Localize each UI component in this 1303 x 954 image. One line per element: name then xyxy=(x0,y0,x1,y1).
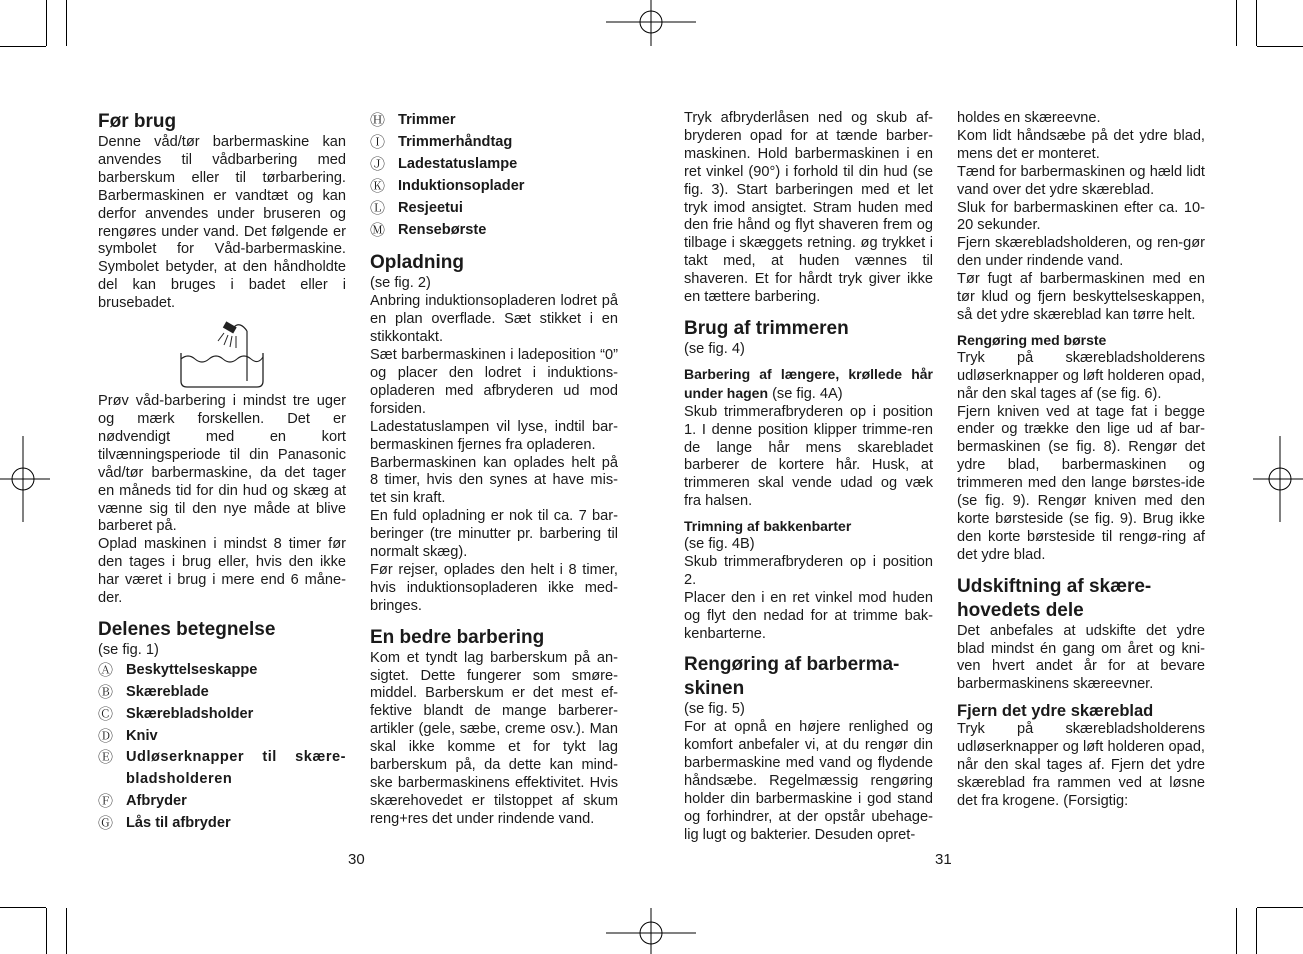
heading-charging: Opladning xyxy=(370,252,464,274)
part-marker: Ⓜ xyxy=(370,221,386,239)
part-name: Rensebørste xyxy=(398,221,487,238)
crop-mark xyxy=(46,0,47,46)
registration-mark-bottom xyxy=(606,908,696,954)
paragraph-brush-2: Fjern kniven ved at tage fat i begge ender og trække den lige ud af bar-bermaskinen (se fig. 8). Rengør det ydre blad, barbermaskinen og trimmeren med den lange børstes-ide (se fig. 9). Rengør kniven med den korte børsteside (se fig. 9). Brug ikke den korte børsteside til rengø-ring af det ydre blad. xyxy=(957,403,1205,563)
fig-ref-1: (se fig. 1) xyxy=(98,641,159,658)
list-item xyxy=(98,791,346,813)
subheading-brush: Rengøring med børste xyxy=(957,331,1107,348)
paragraph-longer-hair: Skub trimmerafbryderen op i position 1. I denne position klipper trimme-ren de lange hår mens skarebladet barberer de kortere hår. Husk, at trimmeren skal vende udad og væk fra halsen. xyxy=(684,403,933,510)
paragraph-replace: Det anbefales at udskifte det ydre blad mindst én gang om året og kni-ven hvert andet år for at bevare barbermaskinens skæreevner. xyxy=(957,622,1205,693)
part-name: Lås til afbryder xyxy=(126,815,231,832)
part-name: Beskyttelseskappe xyxy=(126,661,258,678)
list-item xyxy=(370,176,618,198)
crop-mark xyxy=(1256,0,1257,46)
fig-ref-4b: (se fig. 4B) xyxy=(684,536,755,553)
crop-mark xyxy=(1257,907,1303,908)
heading-trimmer: Brug af trimmeren xyxy=(684,317,849,339)
part-name: Skærebladsholder xyxy=(126,705,254,722)
part-name: Ladestatuslampe xyxy=(398,155,518,172)
crop-mark xyxy=(1257,46,1303,47)
part-name: Kniv xyxy=(126,727,158,744)
paragraph-sideburns-1: Skub trimmerafbryderen op i position 2. xyxy=(684,553,933,588)
list-item xyxy=(370,110,618,132)
paragraph-charge-5: En fuld opladning er nok til ca. 7 bar-beringer (tre minutter pr. barbering til normalt skæg). xyxy=(370,508,618,561)
part-name: Udløserknapper til skære-bladsholderen xyxy=(126,749,346,788)
list-item xyxy=(370,132,618,154)
fig-ref-4: (se fig. 4) xyxy=(684,340,745,357)
list-item xyxy=(370,154,618,176)
paragraph-charge-4: Barbermaskinen kan oplades helt på 8 timer, hvis den synes at have mis-tet sin kraft. xyxy=(370,454,618,507)
paragraph-remove-outer: Tryk på skærebladsholderens udløserknapper og løft holderen opad, når den skal tages af. Fjern det ydre skæreblad fra rammen ved at løsne det fra krogene. (Forsigtig: xyxy=(957,721,1205,809)
part-marker: Ⓚ xyxy=(370,177,386,195)
subheading-remove-outer: Fjern det ydre skæreblad xyxy=(957,702,1154,721)
heading-cleaning: Rengøring af barberma-skinen xyxy=(684,654,900,700)
part-marker: Ⓐ xyxy=(98,661,114,679)
heading-parts: Delenes betegnelse xyxy=(98,618,276,640)
paragraph-try-wet: Prøv våd-barbering i mindst tre uger og mærk forskellen. Det er nødvendigt med en kort tilvænningsperiode til din Panasonic våd/tør barbermaskine, da det tager en måneds tid for din hud og skæg at vænne sig til den nye måde at blive barberet på. xyxy=(98,393,346,535)
part-marker: Ⓑ xyxy=(98,683,114,701)
list-item xyxy=(98,747,346,791)
paragraph-sideburns-2: Placer den i en ret vinkel mod huden og flyt den nedad for at trimme bak-kenbarterne. xyxy=(684,589,933,642)
paragraph-cont-2: Kom lidt håndsæbe på det ydre blad, mens det er monteret. xyxy=(957,127,1205,162)
part-marker: Ⓒ xyxy=(98,705,114,723)
part-marker: Ⓙ xyxy=(370,155,386,173)
paragraph-cont-4: Sluk for barbermaskinen efter ca. 10-20 sekunder. xyxy=(957,199,1205,234)
paragraph-cont-1: holdes en skæreevne. xyxy=(957,110,1101,126)
registration-mark-right xyxy=(1253,436,1303,522)
crop-mark xyxy=(66,0,67,46)
registration-mark-left xyxy=(0,436,50,522)
list-item xyxy=(370,220,618,242)
paragraph-brush-1: Tryk på skærebladsholderens udløserknapper og løft holderen opad, når den skal tages af (se fig. 6). xyxy=(957,349,1205,402)
crop-mark xyxy=(0,46,46,47)
shower-bath-icon xyxy=(178,321,266,389)
part-name: Skæreblade xyxy=(126,683,209,700)
part-name: Afbryder xyxy=(126,793,187,810)
part-name: Induktionsoplader xyxy=(398,177,525,194)
paragraph-cont-6: Tør fugt af barbermaskinen med en tør klud og fjern beskyttelseskappen, så det ydre skæreblad kan tørre helt. xyxy=(957,271,1205,323)
subheading-sideburns: Trimning af bakkenbarter xyxy=(684,518,852,535)
part-name: Resjeetui xyxy=(398,199,463,216)
heading-replace: Udskiftning af skære-hovedets dele xyxy=(957,575,1152,621)
crop-mark xyxy=(1236,0,1237,46)
fig-ref-5: (se fig. 5) xyxy=(684,701,745,718)
part-marker: Ⓛ xyxy=(370,199,386,217)
part-marker: Ⓗ xyxy=(370,112,386,129)
paragraph-switch-on: Tryk afbryderlåsen ned og skub af-bryderen opad for at tænde barber-maskinen. Hold barbermaskinen i en ret vinkel (90°) i forhold til din hud (se fig. 3). Start barberingen med et let tryk imod ansigtet. Stram huden med den frie hånd og flyt shaveren frem og tilbage i skæggets retning. øg trykket i takt med, at huden vænnes til shaveren. Et for hårdt tryk giver ikke en tættere barbering. xyxy=(684,110,933,306)
list-item xyxy=(98,682,346,704)
paragraph-cont-3: Tænd for barbermaskinen og hæld lidt vand over det ydre skæreblad. xyxy=(957,163,1205,198)
column-2 xyxy=(370,110,618,829)
list-item xyxy=(98,704,346,726)
paragraph-charge-first: Oplad maskinen i mindst 8 timer før den tages i brug eller, hvis den ikke har været i brug i mere end 6 måne-der. xyxy=(98,536,346,607)
subheading-longer-hair xyxy=(684,366,933,404)
page-number-left: 30 xyxy=(348,851,365,868)
part-marker: Ⓕ xyxy=(98,793,114,811)
crop-mark xyxy=(0,907,46,908)
heading-better-shave: En bedre barbering xyxy=(370,626,545,648)
crop-mark xyxy=(1256,908,1257,954)
column-1 xyxy=(98,110,346,835)
subheading-longer-hair-text: Barbering af længere, krøllede hår under hagen xyxy=(684,365,933,401)
list-item xyxy=(98,726,346,748)
list-item xyxy=(98,660,346,682)
paragraph-charge-3: Ladestatuslampen vil lyse, indtil bar-bermaskinen fjernes fra opladeren. xyxy=(370,418,618,453)
list-item xyxy=(98,813,346,835)
parts-list-2 xyxy=(370,110,618,241)
part-marker: Ⓘ xyxy=(370,133,386,151)
fig-ref-2: (se fig. 2) xyxy=(370,275,431,292)
column-3 xyxy=(684,110,933,845)
paragraph-wet-dry: Denne våd/tør barbermaskine kan anvendes til vådbarbering med barberskum eller til tørbarbering. Barbermaskinen er vandtæt og kan derfor anvendes under bruseren og rengøres under vand. Det følgende er symbolet for Våd-barbermaskine. Symbolet betyder, at den håndholdte del kan bruges i badet eller i brusebadet. xyxy=(98,134,346,312)
heading-before-use: Før brug xyxy=(98,111,177,132)
paragraph-better-shave: Kom et tyndt lag barberskum på an-sigtet. Dette fungerer som smøre-middel. Barberskum er det mest ef-fektive blandt de mange barberer-artikler (gele, sæbe, creme osv.). Man skal ikke komme et for tykt lag barberskum på, da dette kan mind-ske barbermaskinens effektivitet. Hvis skærehovedet er tilstoppet af skum reng+res det under rindende vand. xyxy=(370,649,618,827)
crop-mark xyxy=(46,908,47,954)
paragraph-charge-2: Sæt barbermaskinen i ladeposition “0” og placer den lodret i induktions-opladeren med afbryderen ud mod forsiden. xyxy=(370,347,618,417)
paragraph-charge-1: Anbring induktionsopladeren lodret på en plan overflade. Sæt stikket i en stikkontakt. xyxy=(370,293,618,346)
column-4 xyxy=(957,110,1205,811)
part-name: Trimmer xyxy=(398,112,456,128)
part-marker: Ⓖ xyxy=(98,815,114,833)
registration-mark-top xyxy=(606,0,696,46)
paragraph-cleaning: For at opnå en højere renlighed og komfort anbefaler vi, at du rengør din barbermaskine med vand og flydende håndsæbe. Regelmæssig rengøring holder din barbermaskine i god stand og forhindrer, at der opstår ubehage-lig lugt og bakterier. Desuden opret- xyxy=(684,719,933,843)
crop-mark xyxy=(1236,908,1237,954)
part-marker: Ⓓ xyxy=(98,727,114,745)
wet-shaver-symbol xyxy=(98,313,346,393)
paragraph-cont-5: Fjern skærebladsholderen, og ren-gør den under rindende vand. xyxy=(957,235,1205,270)
part-name: Trimmerhåndtag xyxy=(398,133,513,150)
fig-ref-4a: (se fig. 4A) xyxy=(768,385,843,402)
part-marker: Ⓔ xyxy=(98,749,114,767)
page-number-right: 31 xyxy=(935,851,952,868)
list-item xyxy=(370,198,618,220)
paragraph-charge-6: Før rejser, oplades den helt i 8 timer, hvis induktionsopladeren ikke med-bringes. xyxy=(370,561,618,614)
parts-list-1 xyxy=(98,660,346,835)
crop-mark xyxy=(66,908,67,954)
